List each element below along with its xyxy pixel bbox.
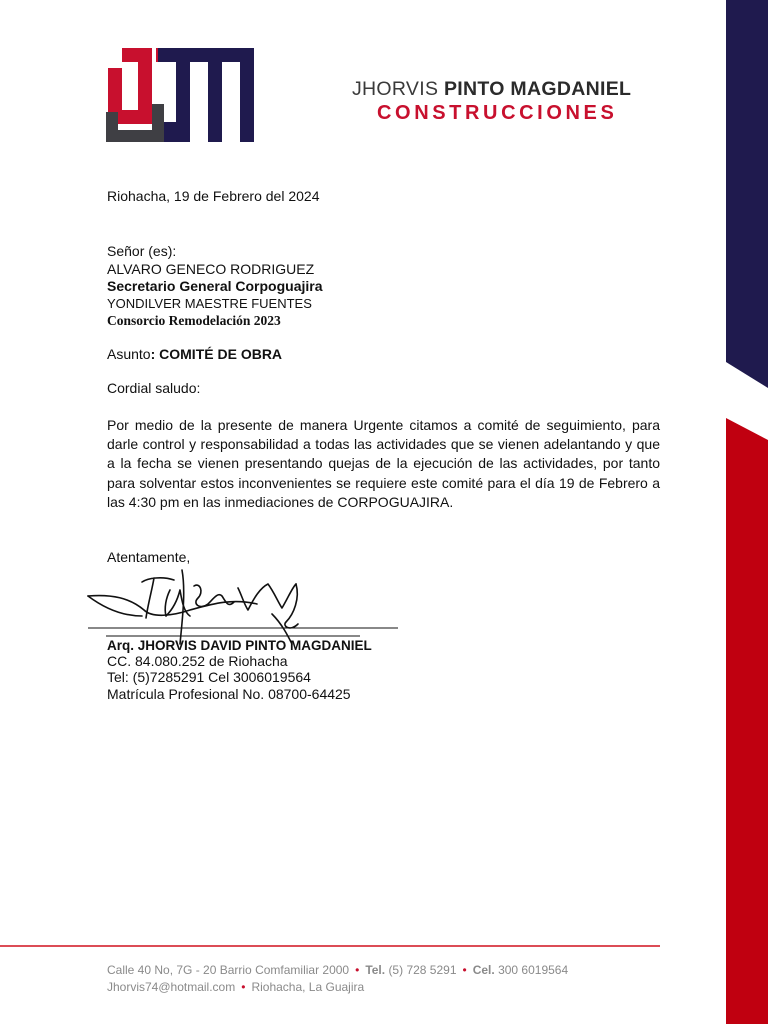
- footer-contact-line: [107, 963, 568, 977]
- salutation-to: Señor (es):: [107, 243, 177, 259]
- closing: Atentamente,: [107, 549, 191, 565]
- footer-address: Calle 40 No, 7G - 20 Barrio Comfamiliar 2000: [107, 963, 350, 977]
- footer-cel-label: Cel.: [472, 963, 495, 977]
- footer-bullet: •: [462, 963, 467, 977]
- side-decoration-band: [726, 0, 768, 1024]
- signer-name: Arq. JHORVIS DAVID PINTO MAGDANIEL: [107, 638, 372, 653]
- company-logo-mark: [106, 46, 256, 144]
- company-subtitle: CONSTRUCCIONES: [377, 102, 618, 124]
- footer-bullet: •: [355, 963, 360, 977]
- place-date: Riohacha, 19 de Febrero del 2024: [107, 188, 320, 204]
- recipient1-name: ALVARO GENECO RODRIGUEZ: [107, 261, 315, 277]
- footer-tel-label: Tel.: [365, 963, 386, 977]
- footer-cel-value: 300 6019564: [498, 963, 569, 977]
- footer-city: Riohacha, La Guajira: [251, 980, 365, 994]
- letter-body: Por medio de la presente de manera Urgente citamos a comité de seguimiento, para darle control y responsabilidad a todas las actividades que se vienen adelantando y que a la fecha se vienen presentando quejas de la ejecución de las actividades, por tanto para solventar estos inconvenientes se requiere este comité para el día 19 de Febrero a las 4:30 pm en las inmediaciones de CORPOGUAJIRA.: [107, 417, 660, 510]
- subject-line: [107, 346, 282, 363]
- footer-divider: [0, 944, 660, 948]
- company-name: JHORVIS PINTO MAGDANIEL: [352, 78, 632, 100]
- signer-phone: Tel: (5)7285291 Cel 3006019564: [107, 669, 311, 685]
- recipient1-title: Secretario General Corpoguajira: [107, 278, 323, 294]
- footer-tel-value: (5) 728 5291: [388, 963, 457, 977]
- footer-bullet: •: [241, 980, 246, 994]
- greeting: Cordial saludo:: [107, 380, 201, 396]
- footer-email[interactable]: Jhorvis74@hotmail.com: [107, 980, 236, 994]
- subject-label: Asunto: [107, 346, 151, 362]
- recipient2-title: Consorcio Remodelación 2023: [107, 313, 281, 328]
- subject-value: : COMITÉ DE OBRA: [150, 346, 283, 362]
- signer-license: Matrícula Profesional No. 08700-64425: [107, 686, 351, 702]
- signer-id: CC. 84.080.252 de Riohacha: [107, 653, 288, 669]
- footer-email-line: [107, 980, 364, 994]
- recipient2-name: YONDILVER MAESTRE FUENTES: [107, 296, 312, 311]
